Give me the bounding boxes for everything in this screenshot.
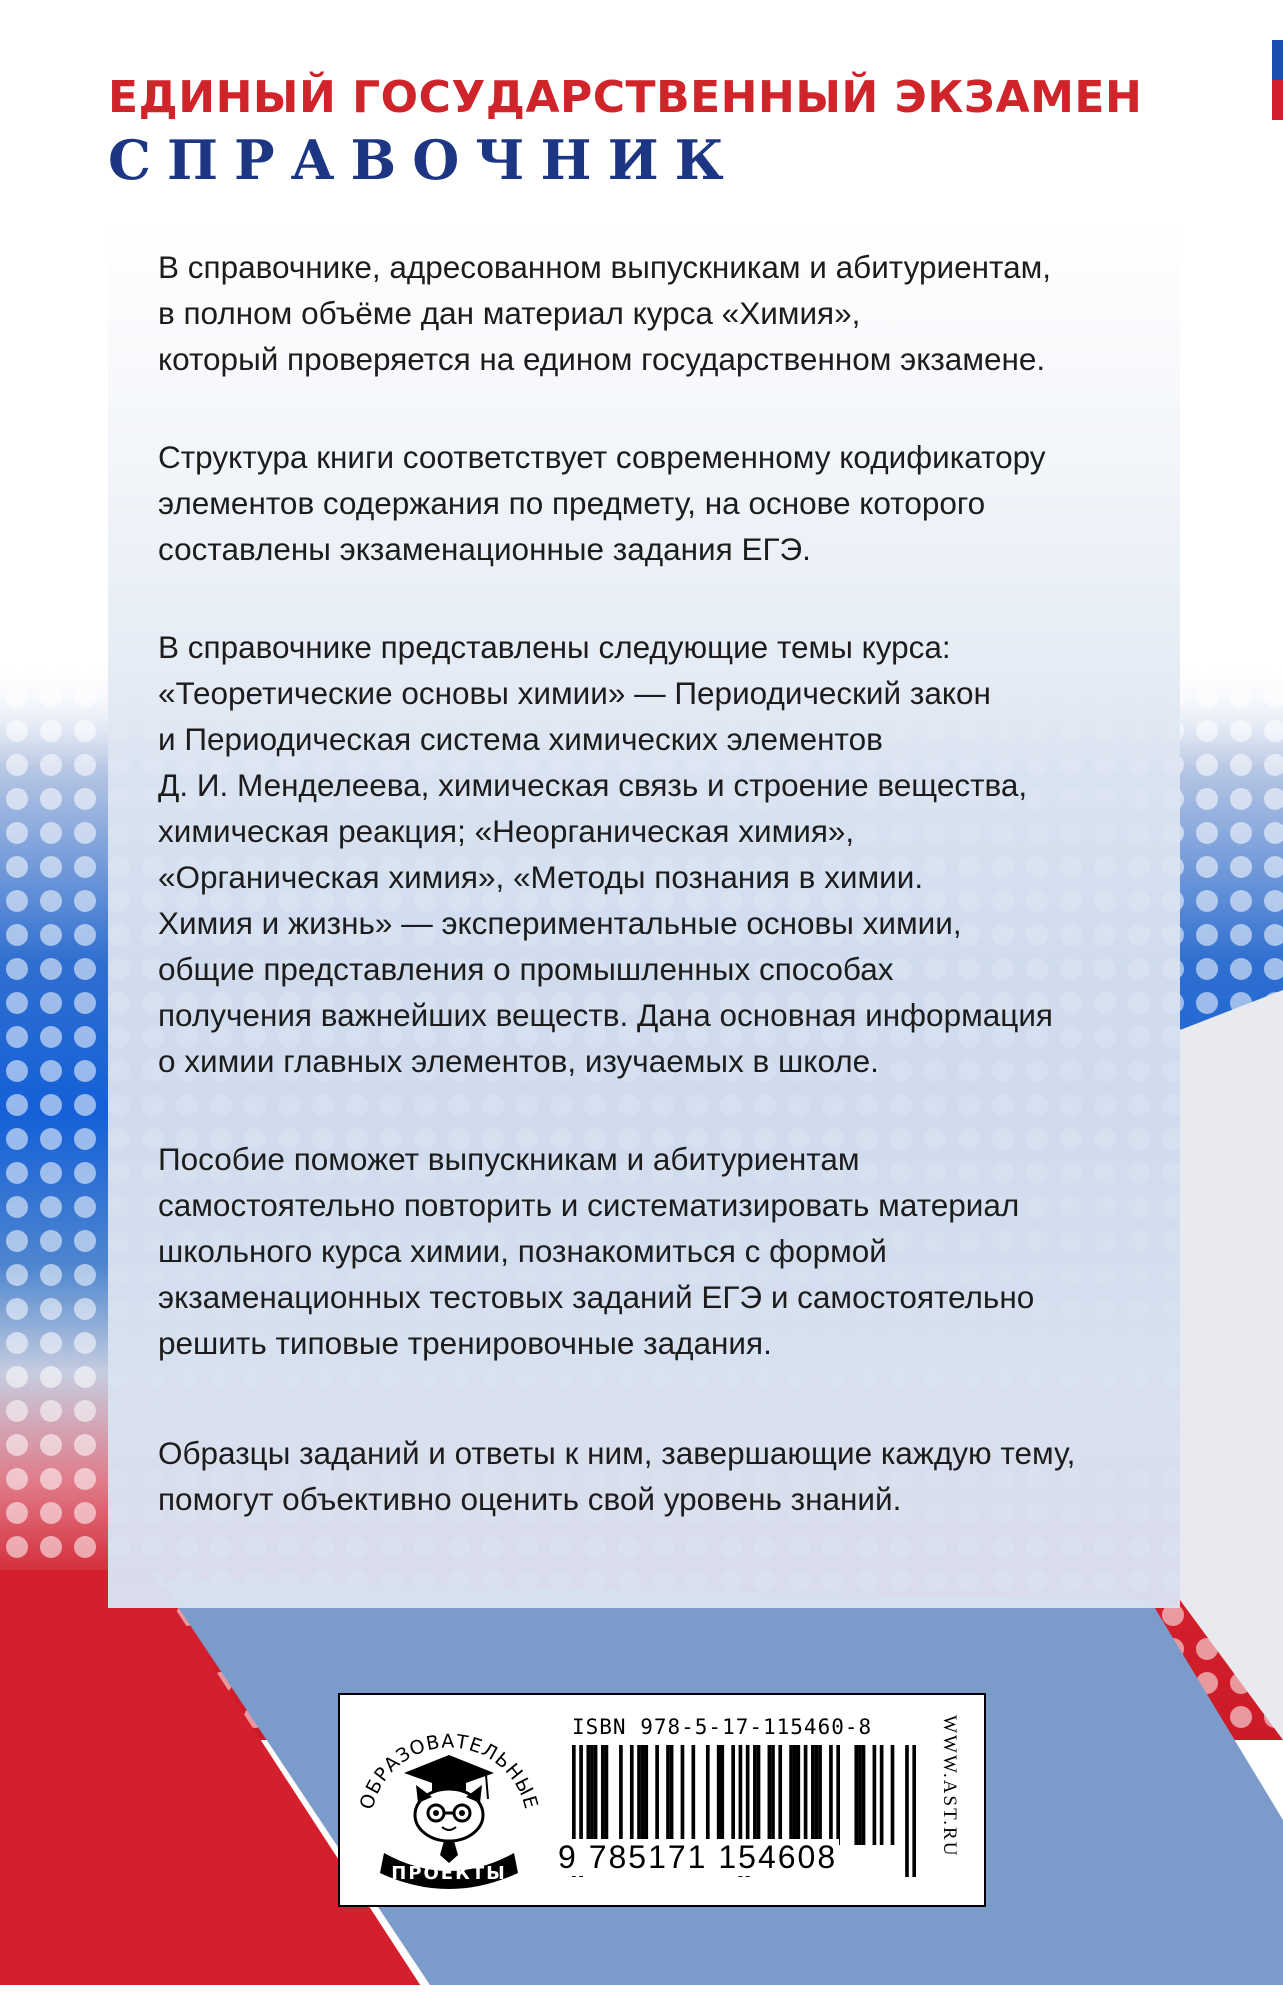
barcode-bar [641, 1745, 645, 1845]
barcode-bar [691, 1745, 695, 1845]
barcode-bar [670, 1745, 674, 1845]
barcode-bar [905, 1745, 909, 1877]
barcode-bar [891, 1745, 895, 1845]
barcode-bar [619, 1745, 623, 1845]
barcode-bar [873, 1745, 877, 1845]
isbn-number: ISBN 978-5-17-115460-8 [572, 1715, 873, 1739]
barcode-bar [836, 1745, 840, 1845]
barcode-bar [757, 1745, 761, 1845]
svg-text:ОБРАЗОВАТЕЛЬНЫЕ: ОБРАЗОВАТЕЛЬНЫЕ [355, 1730, 543, 1812]
barcode-bar [768, 1745, 772, 1845]
barcode-bar [717, 1745, 721, 1845]
barcode-bar [731, 1745, 735, 1845]
barcode-bar [720, 1745, 724, 1845]
exam-title: ЕДИНЫЙ ГОСУДАРСТВЕННЫЙ ЭКЗАМЕН [108, 72, 1143, 123]
barcode-bar [880, 1745, 884, 1845]
book-type-subtitle: СПРАВОЧНИК [108, 128, 740, 192]
barcode-bar [771, 1745, 775, 1845]
description-paragraph-5: Образцы заданий и ответы к ним, завершающие каждую тему, помогут объективно оценить свой уровень знаний. [158, 1435, 1076, 1517]
barcode-bar [605, 1745, 609, 1845]
barcode-box [338, 1693, 986, 1907]
publisher-website: WWW.AST.RU [939, 1715, 960, 1858]
barcode-digits: 9 785171 154608 [558, 1839, 838, 1875]
svg-text:ПРОЕКТЫ: ПРОЕКТЫ [391, 1863, 507, 1884]
barcode-bar [753, 1745, 757, 1845]
barcode-bar [666, 1745, 670, 1845]
barcode-bar [644, 1745, 648, 1845]
barcode-bar [815, 1745, 819, 1845]
barcode-bar [706, 1745, 710, 1845]
description-paragraph-4: Пособие поможет выпускникам и абитуриентам самостоятельно повторить и систематизировать материал школьного курса химии, познакомиться с формой экзаменационных тестовых заданий ЕГЭ и самостоятельно решить типовые тренировочные задания. [158, 1141, 1035, 1361]
barcode-bar [590, 1745, 594, 1845]
barcode-bar [594, 1745, 598, 1845]
barcode-bar [811, 1745, 815, 1845]
description-paragraph-1: В справочнике, адресованном выпускникам и абитуриентам, в полном объёме дан материал курса «Химия», который проверяется на едином государственном экзамене. [158, 249, 1052, 377]
description-panel [108, 224, 1180, 1608]
barcode-bar [858, 1745, 862, 1845]
barcode-bar [637, 1745, 641, 1845]
barcode-bar [797, 1745, 801, 1845]
description-paragraph-2: Структура книги соответствует современному кодификатору элементов содержания по предмету, на основе которого составлены экзаменационные задания ЕГЭ. [158, 439, 1046, 567]
barcode-bar [681, 1745, 685, 1845]
barcode-bar [655, 1745, 659, 1845]
barcode-bar [912, 1745, 916, 1877]
barcode-bar [793, 1745, 797, 1845]
barcode-bar [778, 1745, 782, 1845]
barcode-bar [818, 1745, 822, 1845]
description-paragraph-3: В справочнике представлены следующие темы курса: «Теоретические основы химии» — Периодический закон и Периодическая система химических элементов Д. И. Менделеева, химическая связь и строение вещества, химическая реакция; «Неорганическая химия», «Органическая химия», «Методы познания в химии. Химия и жизнь» — экспериментальные основы химии, общие представления о промышленных способах получения важнейших веществ. Дана основная информация о химии главных элементов, изучаемых в школе. [158, 629, 1053, 1079]
cat-in-graduation-cap-icon [354, 1703, 544, 1893]
barcode-bar [829, 1745, 833, 1845]
barcode-bar [630, 1745, 634, 1845]
barcode-bar [804, 1745, 808, 1845]
barcode-bar [601, 1745, 605, 1845]
barcode-bar [586, 1745, 590, 1845]
barcode-bar [789, 1745, 793, 1845]
barcode-bar [854, 1745, 858, 1845]
barcode-bar [862, 1745, 866, 1845]
